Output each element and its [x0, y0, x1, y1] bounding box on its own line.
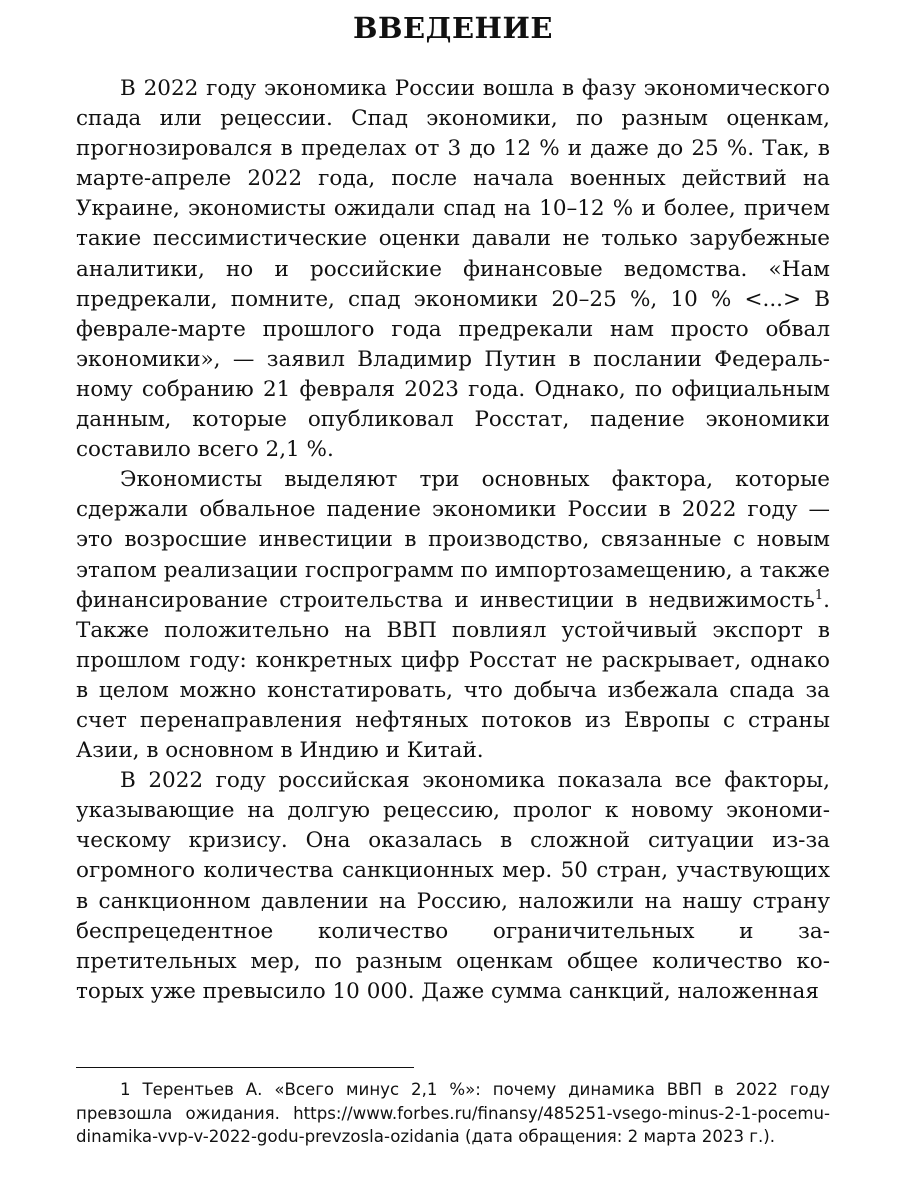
paragraph-2: [76, 465, 830, 766]
footnote-reference[interactable]: 1: [814, 587, 824, 603]
paragraph-1: В 2022 году экономика России вошла в фазу экономического спада или рецессии. Спад экономики, по разным оценкам, прогнозировался в пределах от 3 до 12 % и даже до 25 %. Так, в марте-апреле 2022 года, после начала военных действий на Украине, экономисты ожидали спад на 10–12 % и более, причем такие пессимистические оценки давали не только зарубежные аналитики, но и российские финансовые ведомства. «Нам предрекали, помните, спад экономики 20–25 %, 10 % <...> В феврале-марте прошлого года предрекали нам просто обвал экономики», — заявил Владимир Путин в послании Федеральному собранию 21 февраля 2023 года. Однако, по официальным данным, которые опубликовал Росстат, падение экономики составило всего 2,1 %.: [76, 76, 830, 463]
paragraph-2-text-b: . Также положительно на ВВП повлиял устойчивый экспорт в прошлом году: конкретных цифр Росстат не раскрывает, однако в целом можно констатировать, что добыча избежала спада за счет перенаправления нефтяных потоков из Европы с страны Азии, в основном в Индию и Китай.: [76, 587, 830, 764]
paragraph-2-text-a: Экономисты выделяют три основных фактора, которые сдержали обвальное падение экономики России в 2022 году — это возросшие инвестиции в производство, связанные с новым этапом реализации госпрограмм по импортозамещению, а также финансирование строительства и инвестиции в недвижимость: [76, 467, 830, 613]
footnote: 1 Терентьев А. «Всего минус 2,1 %»: почему динамика ВВП в 2022 году превзошла ожидания. https://www.forbes.ru/finansy/485251-vsego-minus-2-1-pocemu-dinamika-vvp-v-2022-godu-prevzosla-ozidania (дата обращения: 2 марта 2023 г.).: [76, 1080, 830, 1146]
paragraph-3: В 2022 году российская экономика показала все факторы, указывающие на долгую рецессию, пролог к новому экономическому кризису. Она оказалась в сложной ситуации из-за огромного количества санкционных мер. 50 стран, участвующих в санкционном давлении на Россию, наложили на нашу страну беспрецедентное количество ограничительных и запретительных мер, по разным оценкам общее количество которых уже превысило 10 000. Даже сумма санкций, наложенная: [76, 768, 830, 1004]
body-text: [76, 74, 830, 1007]
footnote-separator: [76, 1067, 414, 1068]
page-title: ВВЕДЕНИЕ: [353, 11, 553, 45]
